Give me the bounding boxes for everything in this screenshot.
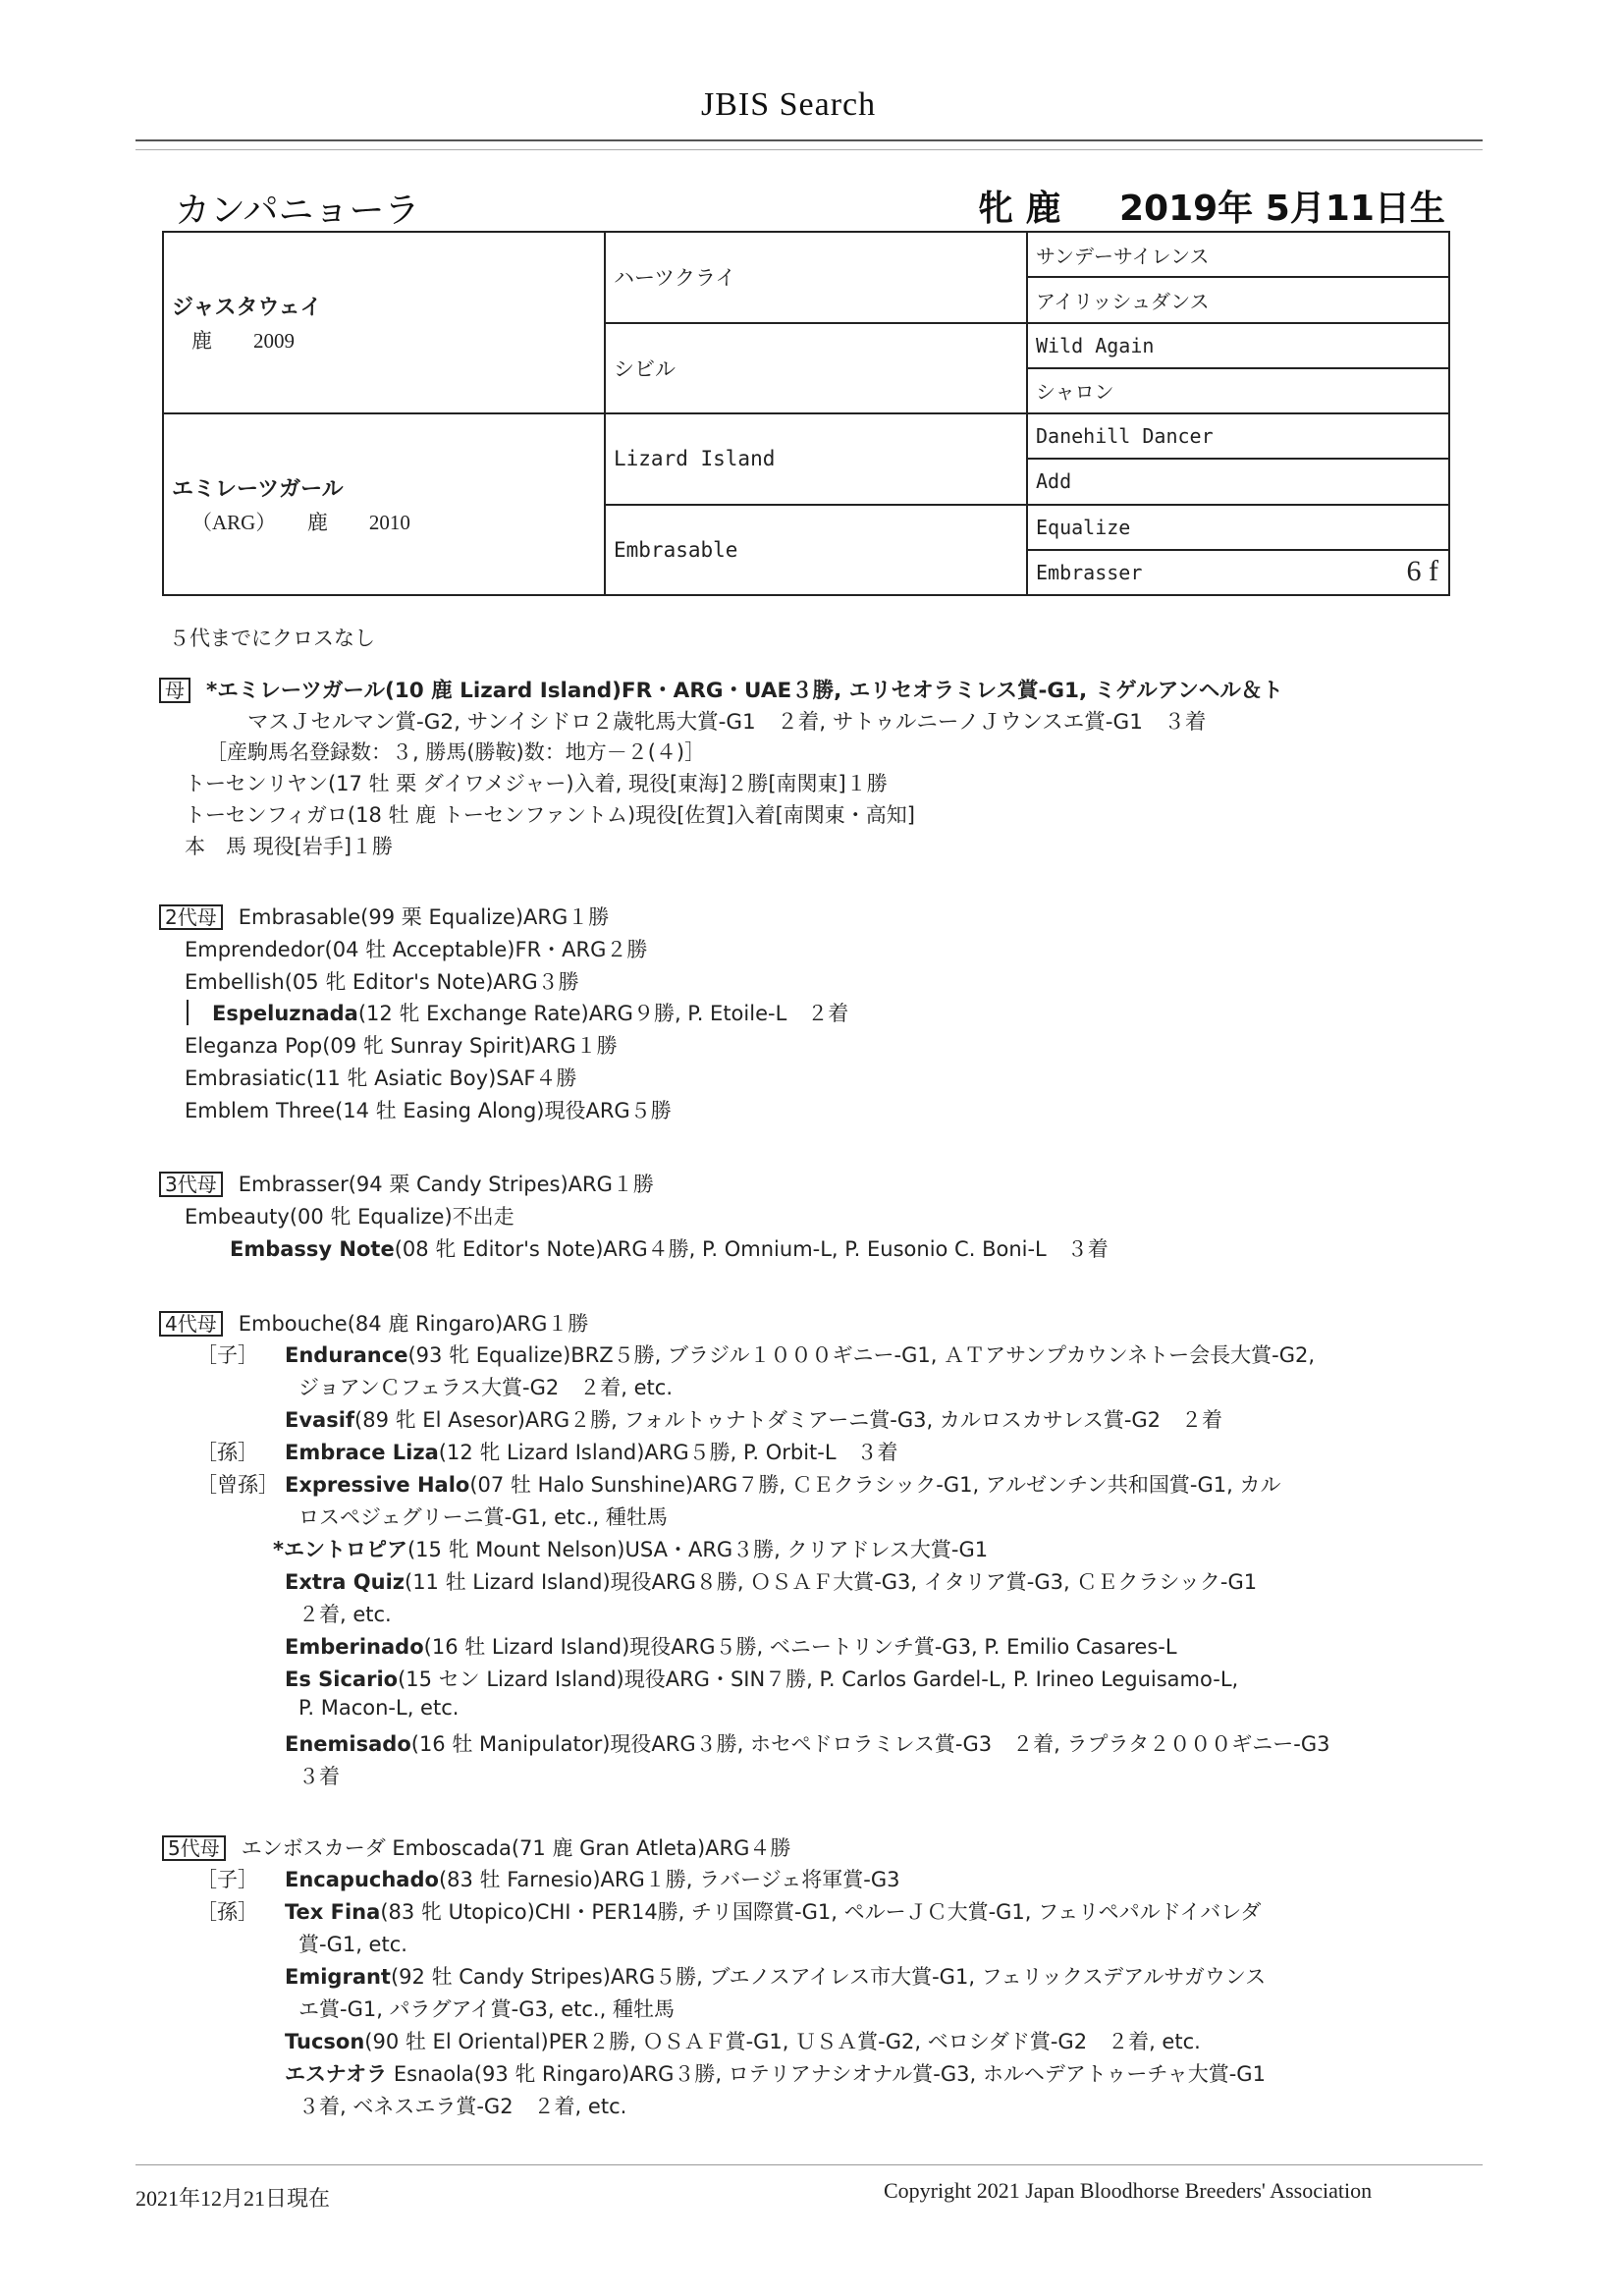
dam4-line-5-name: Embrace Liza	[285, 1441, 439, 1464]
dam4-line-5-detail: (12 牝 Lizard Island)ARG５勝, P. Orbit-L ３着	[438, 1441, 898, 1464]
gen3-8	[1027, 550, 1449, 595]
dam2-line-1: Embrasable(99 栗 Equalize)ARG１勝	[238, 905, 610, 929]
gen3-8-name: Embrasser	[1036, 560, 1143, 584]
sire-dam: シビル	[605, 323, 1027, 414]
horse-birth-date: 2019年 5月11日生	[1119, 189, 1445, 229]
dam5-line-8-detail: Esnaola(93 牝 Ringaro)ARG３勝, ロテリアナシオナル賞-G3, ホルヘデアトゥーチャ大賞-G1	[387, 2062, 1266, 2086]
dam3-line-3-name: Embassy Note	[230, 1237, 395, 1261]
dam5-line-7-name: Tucson	[285, 2030, 365, 2053]
dam4-line-14	[285, 1728, 1330, 1758]
dam5-line-5	[285, 1961, 1266, 1991]
dam5-line-5-detail: (92 牡 Candy Stripes)ARG５勝, ブエノスアイレス市大賞-G1, フェリックスデアルサガウンス	[390, 1965, 1267, 1989]
dam5-line-2-name: Encapuchado	[285, 1868, 439, 1891]
dam4-line-5	[285, 1437, 898, 1466]
dam3-label: 3代母	[159, 1172, 223, 1197]
gen3-3: Wild Again	[1027, 323, 1449, 368]
dam5-line-6: エ賞-G1, パラグアイ賞-G3, etc., 種牡馬	[298, 1997, 675, 2021]
dam4-line-8	[273, 1534, 988, 1563]
gen3-1: サンデーサイレンス	[1027, 232, 1449, 277]
descendant-bar	[187, 1000, 189, 1025]
dam4-line-2-name: Endurance	[285, 1343, 408, 1367]
dam-line-5: トーセンフィガロ(18 牡 鹿 トーセンファントム)現役[佐賀]入着[南関東・高知]	[185, 803, 915, 827]
dam4-line-13: P. Macon-L, etc.	[298, 1696, 460, 1720]
dam4-line-8-name: *エントロピア	[273, 1538, 407, 1561]
dam2-line-3: Embellish(05 牝 Editor's Note)ARG３勝	[185, 970, 579, 994]
gen3-4: シャロン	[1027, 368, 1449, 413]
dam4-line-7: ロスペジェグリーニ賞-G1, etc., 種牡馬	[298, 1505, 668, 1529]
dam-origin-color-year: （ARG） 鹿 2010	[191, 511, 410, 534]
dam4-tag-child: ［子］	[196, 1343, 258, 1367]
dam5-line-4: 賞-G1, etc.	[298, 1933, 407, 1956]
dam4-tag-great-grandchild: ［曾孫］	[196, 1473, 279, 1497]
dam5-line-3	[285, 1896, 1261, 1926]
pedigree-table	[162, 231, 1450, 596]
dam4-line-3: ジョアンＣフェラス大賞-G2 ２着, etc.	[298, 1376, 673, 1399]
dam4-line-14-name: Enemisado	[285, 1732, 411, 1756]
cross-note: ５代までにクロスなし	[169, 627, 375, 650]
gen3-2: アイリッシュダンス	[1027, 277, 1449, 322]
dam4-line-4-name: Evasif	[285, 1408, 355, 1432]
dam5-section-line-1	[162, 1832, 790, 1862]
dam2-line-2: Emprendedor(04 牡 Acceptable)FR・ARG２勝	[185, 938, 648, 961]
dam5-line-8	[285, 2058, 1266, 2088]
dam-line-3: ［産駒馬名登録数：３, 勝馬(勝鞍)数：地方－２(４)］	[206, 740, 706, 764]
logo-text: JBIS Search	[701, 86, 877, 123]
dam5-line-9: ３着, ベネスエラ賞-G2 ２着, etc.	[298, 2095, 627, 2118]
dam2-line-6: Embrasiatic(11 牝 Asiatic Boy)SAF４勝	[185, 1066, 577, 1090]
dam4-line-4-detail: (89 牝 El Asesor)ARG２勝, フォルトゥナトダミアーニ賞-G3, カルロスカサレス賞-G2 ２着	[354, 1408, 1223, 1432]
horse-sex-color: 牝 鹿	[978, 189, 1061, 229]
dam4-line-6-name: Expressive Halo	[285, 1473, 470, 1497]
footer-copyright: Copyright 2021 Japan Bloodhorse Breeders' Association	[884, 2178, 1373, 2203]
dam3-line-3-detail: (08 牝 Editor's Note)ARG４勝, P. Omnium-L, P. Eusonio C. Boni-L ３着	[394, 1237, 1109, 1261]
dam4-line-9	[285, 1566, 1257, 1596]
dam5-line-7-detail: (90 牡 El Oriental)PER２勝, ＯＳＡＦ賞-G1, ＵＳＡ賞-G2, ベロシダド賞-G2 ２着, etc.	[364, 2030, 1201, 2053]
dam4-line-12-detail: (15 セン Lizard Island)現役ARG・SIN７勝, P. Carlos Gardel-L, P. Irineo Leguisamo-L,	[398, 1667, 1239, 1691]
dam2-line-5: Eleganza Pop(09 牝 Sunray Spirit)ARG１勝	[185, 1034, 618, 1058]
dam3-section-line-1	[159, 1169, 654, 1198]
dam4-line-12-name: Es Sicario	[285, 1667, 399, 1691]
dam4-line-14-detail: (16 牡 Manipulator)現役ARG３勝, ホセペドロラミレス賞-G3 ２着, ラプラタ２０００ギニー-G3	[410, 1732, 1330, 1756]
dam-section-line-1	[159, 674, 1283, 704]
dam-line-4: トーセンリヤン(17 牡 栗 ダイワメジャー)入着, 現役[東海]２勝[南関東]１勝	[185, 772, 888, 795]
dam2-line-4	[187, 998, 848, 1027]
sire-cell	[163, 232, 605, 413]
dam2-line-4-name: Espeluznada	[212, 1002, 358, 1025]
jbis-search-logo	[701, 86, 876, 124]
dam5-label: 5代母	[162, 1835, 226, 1861]
sire-sire: ハーツクライ	[605, 232, 1027, 323]
dam-label: 母	[159, 678, 190, 703]
dam2-section-line-1	[159, 902, 609, 931]
dam3-line-1: Embrasser(94 栗 Candy Stripes)ARG１勝	[238, 1173, 654, 1196]
dam4-line-11-detail: (16 牡 Lizard Island)現役ARG５勝, ベニートリンチ賞-G3, P. Emilio Casares-L	[423, 1635, 1177, 1659]
dam5-line-2	[285, 1864, 899, 1893]
sire-name: ジャスタウェイ	[172, 296, 322, 320]
dam4-line-2-detail: (93 牝 Equalize)BRZ５勝, ブラジル１０００ギニー-G1, ＡＴアサンプカウンネトー会長大賞-G2,	[407, 1343, 1316, 1367]
dam5-line-5-name: Emigrant	[285, 1965, 391, 1989]
sex-marker: 6 f	[1406, 554, 1438, 587]
gen3-5: Danehill Dancer	[1027, 413, 1449, 459]
dam4-line-6-detail: (07 牡 Halo Sunshine)ARG７勝, ＣＥクラシック-G1, アルゼンチン共和国賞-G1, カル	[469, 1473, 1281, 1497]
dam2-line-7: Emblem Three(14 牡 Easing Along)現役ARG５勝	[185, 1099, 672, 1122]
gen3-6: Add	[1027, 459, 1449, 504]
sire-color-year: 鹿 2009	[191, 329, 295, 353]
dam-line-6: 本 馬 現役[岩手]１勝	[185, 835, 394, 858]
dam5-line-8-name: エスナオラ	[285, 2062, 388, 2086]
dam5-line-7	[285, 2026, 1201, 2055]
footer-date: 2021年12月21日現在	[135, 2186, 331, 2211]
dam5-tag-child: ［子］	[196, 1868, 258, 1891]
dam5-tag-grandchild: ［孫］	[196, 1900, 258, 1924]
dam2-label: 2代母	[159, 904, 223, 930]
dam4-line-9-name: Extra Quiz	[285, 1570, 405, 1594]
dam-dam: Embrasable	[605, 505, 1027, 596]
dam-sire: Lizard Island	[605, 413, 1027, 505]
header-rule	[135, 139, 1483, 141]
horse-name: カンパニョーラ	[175, 191, 420, 231]
gen3-7: Equalize	[1027, 505, 1449, 550]
dam4-line-6	[285, 1469, 1280, 1499]
dam4-line-11	[285, 1631, 1177, 1661]
dam-cell	[163, 413, 605, 595]
dam3-line-3	[230, 1233, 1109, 1263]
dam-line-2: マスＪセルマン賞-G2, サンイシドロ２歳牝馬大賞-G1 ２着, サトゥルニーノＪウンスエ賞-G1 ３着	[247, 710, 1207, 735]
dam4-tag-grandchild: ［孫］	[196, 1441, 258, 1464]
dam4-line-1: Embouche(84 鹿 Ringaro)ARG１勝	[238, 1312, 589, 1336]
dam4-label: 4代母	[159, 1311, 223, 1337]
dam5-line-1: エンボスカーダ Emboscada(71 鹿 Gran Atleta)ARG４勝	[241, 1836, 791, 1860]
dam4-line-11-name: Emberinado	[285, 1635, 424, 1659]
dam4-line-15: ３着	[298, 1765, 340, 1788]
header-rule-thin	[135, 149, 1483, 150]
dam4-section-line-1	[159, 1308, 588, 1338]
dam3-line-2: Embeauty(00 牝 Equalize)不出走	[185, 1205, 514, 1229]
dam5-line-2-detail: (83 牡 Farnesio)ARG１勝, ラバージェ将軍賞-G3	[438, 1868, 900, 1891]
dam4-line-12	[285, 1664, 1238, 1693]
dam4-line-9-detail: (11 牡 Lizard Island)現役ARG８勝, ＯＳＡＦ大賞-G3, イタリア賞-G3, ＣＥクラシック-G1	[405, 1570, 1258, 1594]
dam4-line-10: ２着, etc.	[298, 1603, 392, 1626]
dam5-line-3-name: Tex Fina	[285, 1900, 381, 1924]
dam4-line-8-detail: (15 牝 Mount Nelson)USA・ARG３勝, クリアドレス大賞-G1	[406, 1538, 989, 1561]
dam4-line-2	[285, 1339, 1315, 1369]
dam-name: エミレーツガール	[172, 477, 344, 502]
dam4-line-4	[285, 1404, 1222, 1434]
dam-line-1: *エミレーツガール(10 鹿 Lizard Island)FR・ARG・UAE３勝, エリセオラミレス賞-G1, ミゲルアンヘル＆ト	[206, 679, 1283, 703]
dam2-line-4-detail: (12 牝 Exchange Rate)ARG９勝, P. Etoile-L ２着	[357, 1002, 849, 1025]
dam5-line-3-detail: (83 牝 Utopico)CHI・PER14勝, チリ国際賞-G1, ペルーＪＣ大賞-G1, フェリペパルドイバレダ	[380, 1900, 1262, 1924]
footer-rule	[135, 2164, 1483, 2165]
